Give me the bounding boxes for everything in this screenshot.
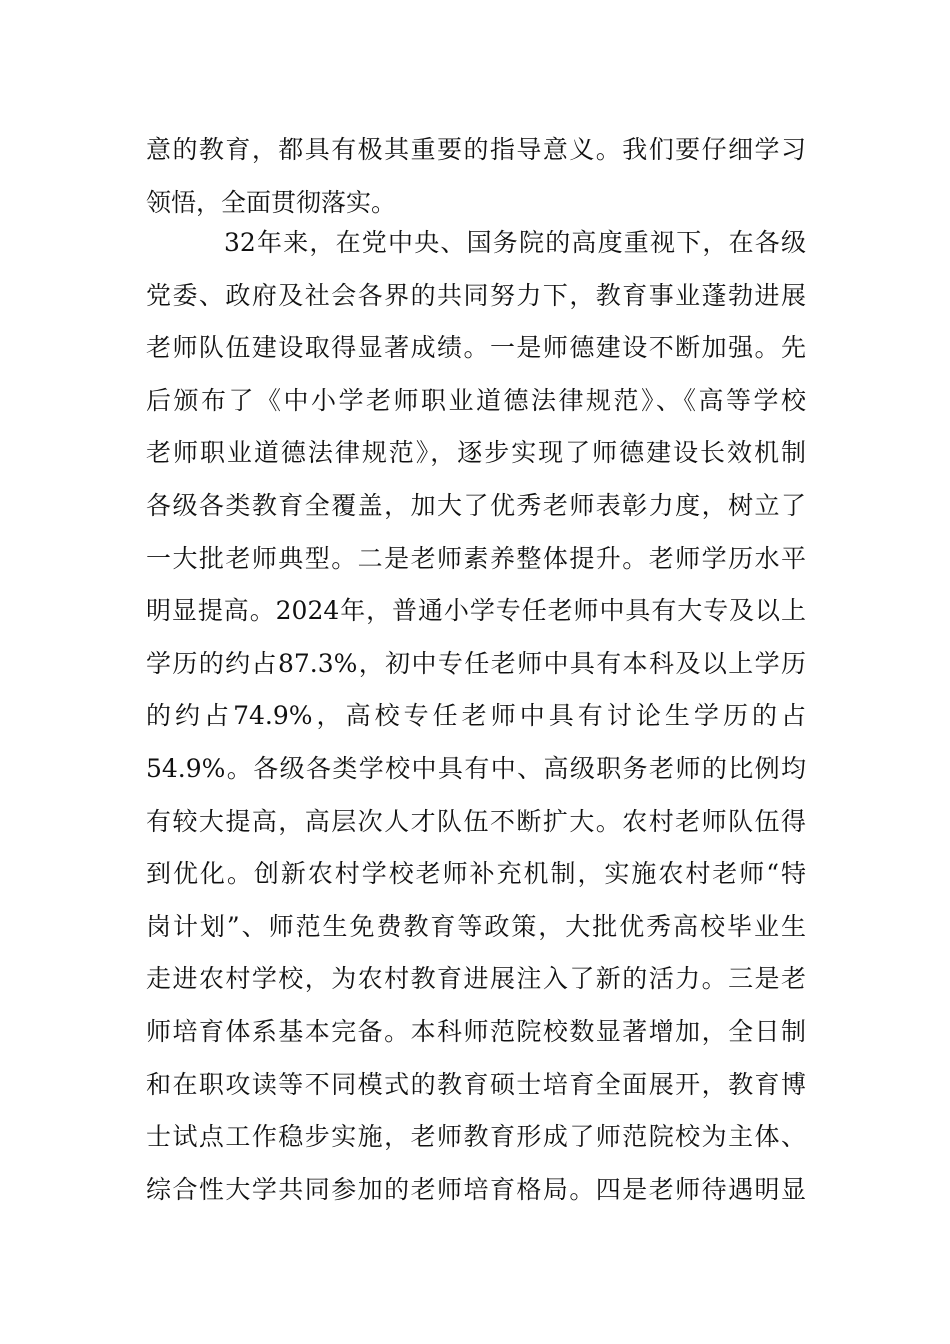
paragraph-line: 后颁布了《中小学老师职业道德法律规范》、《高等学校 [146, 385, 806, 415]
paragraph-line: 有较大提高，高层次人才队伍不断扩大。农村老师队伍得 [146, 806, 806, 836]
paragraph-line: 师培育体系基本完备。本科师范院校数显著增加，全日制 [146, 1016, 806, 1046]
paragraph-line: 领悟，全面贯彻落实。 [146, 187, 397, 217]
paragraph-line: 士试点工作稳步实施，老师教育形成了师范院校为主体、 [146, 1122, 806, 1152]
paragraph-line: 岗计划”、师范生免费教育等政策，大批优秀高校毕业生 [146, 911, 806, 941]
paragraph-line: 32年来，在党中央、国务院的高度重视下，在各级 [224, 228, 806, 257]
paragraph-line: 明显提高。2024年，普通小学专任老师中具有大专及以上 [146, 596, 806, 626]
paragraph-line: 老师队伍建设取得显著成绩。一是师德建设不断加强。先 [146, 333, 806, 363]
paragraph-line: 党委、政府及社会各界的共同努力下，教育事业蓬勃进展 [146, 280, 806, 310]
paragraph-line: 54.9%。各级各类学校中具有中、高级职务老师的比例均 [146, 753, 806, 783]
paragraph-1 [146, 124, 806, 229]
paragraph-line: 学历的约占87.3%，初中专任老师中具有本科及以上学历 [146, 648, 806, 678]
paragraph-line: 各级各类教育全覆盖，加大了优秀老师表彰力度，树立了 [146, 490, 806, 520]
paragraph-line: 和在职攻读等不同模式的教育硕士培育全面展开，教育博 [146, 1069, 806, 1099]
paragraph-line: 的约占74.9%，高校专任老师中具有讨论生学历的占 [146, 701, 806, 731]
paragraph-line: 意的教育，都具有极其重要的指导意义。我们要仔细学习 [146, 135, 806, 164]
paragraph-line: 老师职业道德法律规范》，逐步实现了师德建设长效机制 [146, 438, 806, 468]
paragraph-line: 综合性大学共同参加的老师培育格局。四是老师待遇明显 [146, 1174, 806, 1204]
paragraph-line: 一大批老师典型。二是老师素养整体提升。老师学历水平 [146, 543, 806, 573]
paragraph-line: 走进农村学校，为农村教育进展注入了新的活力。三是老 [146, 964, 806, 994]
paragraph-line: 到优化。创新农村学校老师补充机制，实施农村老师“特 [146, 859, 806, 889]
paragraph-2 [146, 217, 806, 1216]
